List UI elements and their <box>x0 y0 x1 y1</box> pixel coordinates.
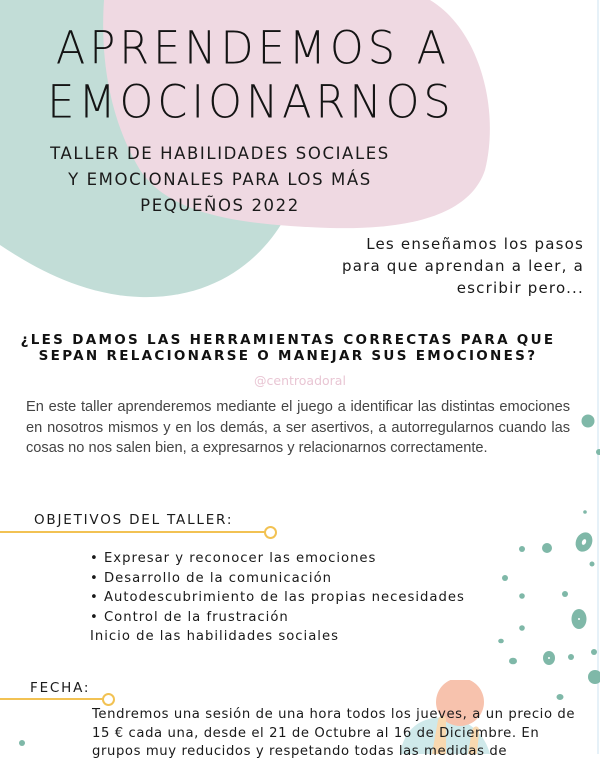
poster-title-line2: EMOCIONARNOS <box>47 76 455 130</box>
subtitle-line3: PEQUEÑOS 2022 <box>140 196 300 215</box>
objective-item: Inicio de las habilidades sociales <box>90 629 339 645</box>
question-line1: ¿LES DAMOS LAS HERRAMIENTAS CORRECTAS PARA QUE <box>20 332 556 348</box>
objective-item: • Control de la frustración <box>90 609 289 625</box>
date-description: Tendremos una sesión de una hora todos los jueves, a un precio de 15 € cada una, desde el 21 de Octubre al 16 de Diciembre. En grupos muy reducidos y respetando todas las medidas de <box>92 707 576 759</box>
poster-title-line1: APRENDEMOS A <box>55 22 451 76</box>
objective-item: • Autodescubrimiento de las propias necesidades <box>90 590 465 606</box>
teaser-line3: escribir pero... <box>456 279 584 297</box>
subtitle-line2: Y EMOCIONALES PARA LOS MÁS <box>68 170 372 189</box>
social-handle: @centroadoral <box>254 373 346 388</box>
objectives-heading: OBJETIVOS DEL TALLER: <box>34 512 234 528</box>
objective-item: • Expresar y reconocer las emociones <box>90 551 377 566</box>
question-line2: SEPAN RELACIONARSE O MANEJAR SUS EMOCIONES? <box>38 348 538 364</box>
intro-paragraph: En este taller aprenderemos mediante el juego a identificar las distintas emociones en nosotros mismos y en los demás, a ser asertivos, a autorregularnos cuando las cosas no nos salen bien, a expresarnos y relacionarnos correctamente. <box>26 399 570 456</box>
teaser-line2: para que aprendan a leer, a <box>341 257 584 275</box>
objective-item: • Desarrollo de la comunicación <box>90 570 332 586</box>
teaser-line1: Les enseñamos los pasos <box>366 235 584 253</box>
subtitle-line1: TALLER DE HABILIDADES SOCIALES <box>50 144 390 163</box>
date-heading: FECHA: <box>30 680 91 696</box>
